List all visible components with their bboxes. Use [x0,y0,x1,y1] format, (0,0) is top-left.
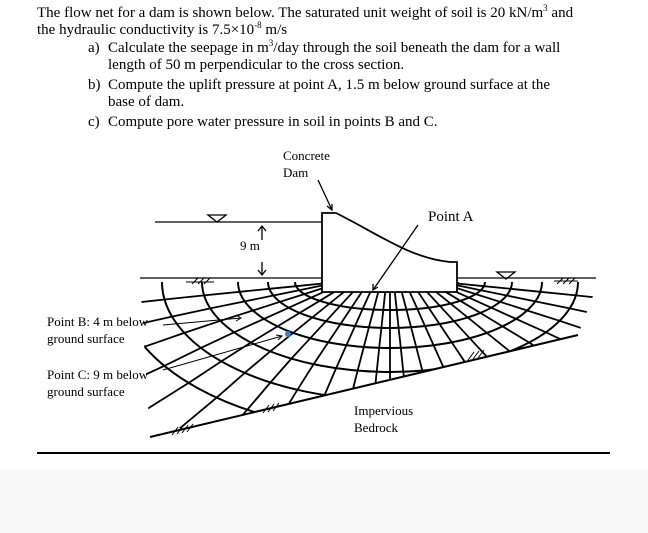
part-c-line-1: Compute pore water pressure in soil in points B and C. [108,114,438,130]
intro-text: m/s [261,22,288,38]
equipotential-line [333,292,378,469]
point-c-marker-dot [285,331,291,337]
equipotential-line [64,284,323,311]
point-c-label-1: Point C: 9 m below [47,367,149,382]
horizontal-divider [37,452,610,454]
bedrock-label-2: Bedrock [354,420,399,435]
superscript: 3 [268,38,274,48]
part-c-marker: c) [88,114,100,130]
part-a-marker: a) [88,40,100,56]
superscript: 3 [543,3,548,13]
page-footer-area [0,470,648,533]
point-b-label-2: ground surface [47,331,125,346]
equipotential-line [451,286,648,364]
head-label: 9 m [240,238,260,253]
part-b-line-2: base of dam. [108,94,185,110]
point-c-pointer [163,335,282,370]
intro-text: The flow net for a dam is shown below. The saturated unit weight of soil is 20 kN/m [37,5,544,21]
intro-text: the hydraulic conductivity is 7.5×10 [37,22,255,38]
part-b-marker: b) [88,77,101,93]
equipotential-line [446,288,648,389]
equipotential-line [410,292,485,464]
part-text: /day through the soil beneath the dam for a wall [273,40,561,56]
part-b-line-1: Compute the uplift pressure at point A, 1.5 m below ground surface at the [108,77,550,93]
dam-label-2: Dam [283,165,309,180]
dam-label-1: Concrete [283,148,330,163]
equipotential-line [295,292,370,464]
point-c-label-2: ground surface [47,384,125,399]
arrow-down-icon [258,262,266,275]
bedrock-label-1: Impervious [354,403,414,418]
superscript: -8 [254,20,262,30]
equipotential-line [116,288,333,389]
point-a-label: Point A [428,209,474,225]
part-a-line-2: length of 50 m perpendicular to the cross section. [108,57,405,73]
equipotential-line [440,289,634,410]
intro-text: and [547,5,574,21]
equipotential-line [402,292,447,469]
dam-pointer-arrow [318,180,332,210]
equipotential-line [395,292,414,472]
flow-net [64,282,648,472]
point-b-label-1: Point B: 4 m below [47,314,149,329]
water-level-symbol-upstream [208,215,226,222]
part-text: Calculate the seepage in m [108,40,269,56]
